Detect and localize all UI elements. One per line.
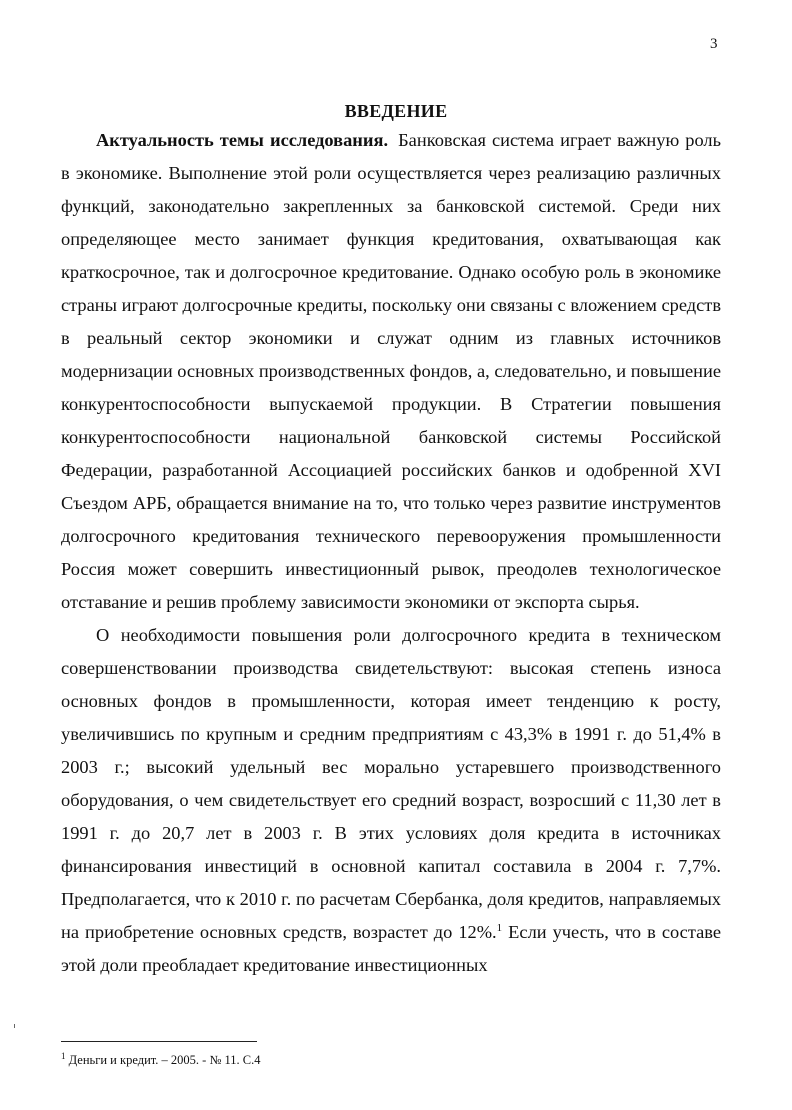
paragraph-text: О необходимости повышения роли долгосрочного кредита в техническом совершенствовании производства свидетельствуют: высокая степень износа основных фондов в промышленности, которая имеет тенденцию к росту, увеличившись по крупным и средним предприятиям с 43,3% в 1991 г. до 51,4% в 2003 г.; высокий удельный вес морально устаревшего производственного оборудования, о чем свидетельствует его средний возраст, возросший с 11,30 лет в 1991 г. до 20,7 лет в 2003 г. В этих условиях доля кредита в источниках финансирования инвестиций в основной капитал составила в 2004 г. 7,7%. Предполагается, что к 2010 г. по расчетам Сбербанка, доля кредитов, направляемых на приобретение основных средств, возрастет до 12%. [61, 625, 721, 942]
footnote-text: Деньги и кредит. – 2005. - № 11. С.4 [68, 1053, 261, 1067]
paragraph-1 [61, 124, 721, 619]
footnote-reference[interactable]: 1 [496, 921, 503, 934]
page-number: 3 [710, 36, 718, 52]
paragraph-text: Банковская система играет важную роль в экономике. Выполнение этой роли осуществляется через реализацию различных функций, законодательно закрепленных за банковской системой. Среди них определяющее место занимает функция кредитования, охватывающая как краткосрочное, так и долгосрочное кредитование. Однако особую роль в экономике страны играют долгосрочные кредиты, поскольку они связаны с вложением средств в реальный сектор экономики и служат одним из главных источников модернизации основных производственных фондов, а, следовательно, и повышение конкурентоспособности выпускаемой продукции. В Стратегии повышения конкурентоспособности национальной банковской системы Российской Федерации, разработанной Ассоциацией российских банков и одобренной XVI Съездом АРБ, обращается внимание на то, что только через развитие инструментов долгосрочного кредитования технического перевооружения промышленности Россия может совершить инвестиционный рывок, преодолев технологическое отставание и решив проблему зависимости экономики от экспорта сырья. [61, 130, 721, 612]
paragraph-2 [61, 619, 721, 982]
scan-artifact [14, 1024, 15, 1028]
page-title: ВВЕДЕНИЕ [344, 101, 448, 121]
body-text [61, 124, 721, 982]
footnote [61, 1050, 261, 1068]
footnote-mark: 1 [61, 1050, 66, 1061]
footnote-divider [61, 1041, 257, 1042]
paragraph-lead: Актуальность темы исследования. [96, 130, 389, 150]
paragraph-tail: Если учесть, что в составе этой доли преобладает кредитование инвестиционных [61, 922, 721, 975]
